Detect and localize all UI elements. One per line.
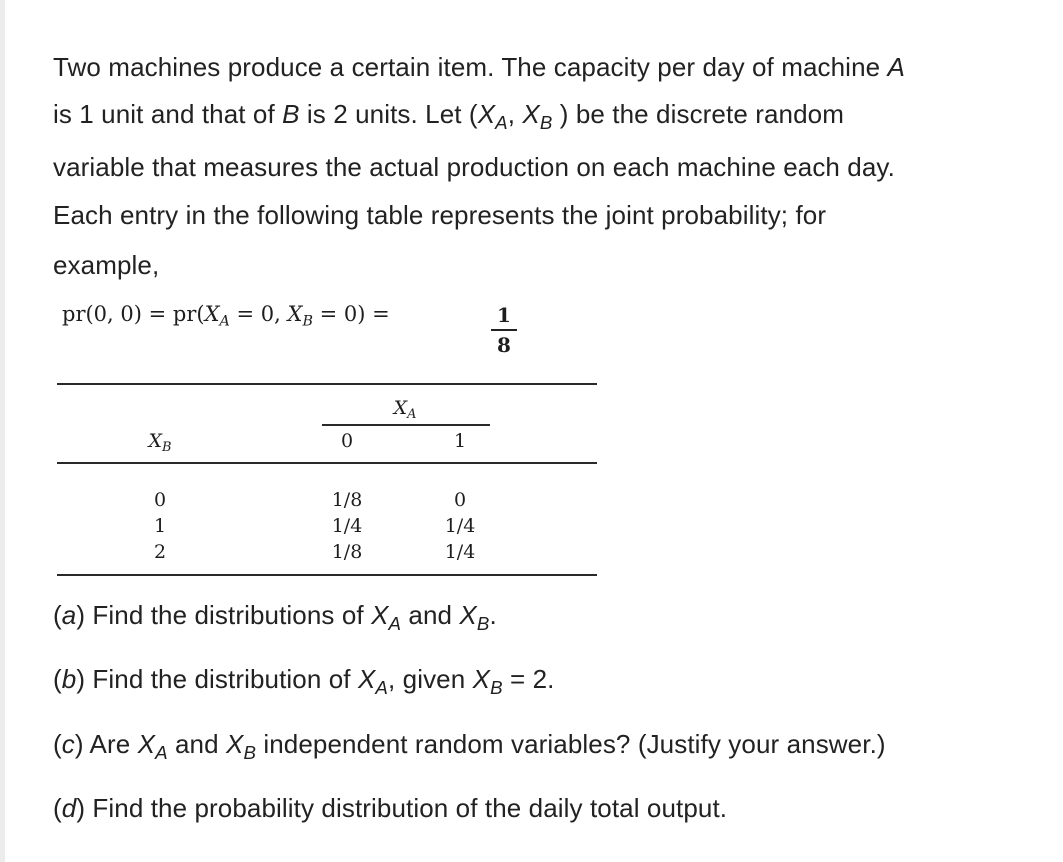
column-xa-0 — [317, 487, 377, 565]
intro-line-5: example, — [53, 250, 160, 280]
intro-line-3: variable that measures the actual production on each machine each day. — [53, 152, 895, 182]
intro-line-2: is 1 unit and that of B is 2 units. Let ($X_A$, $X_B$ ) be the discrete random — [53, 99, 844, 133]
header-xa: $X_A$ — [393, 397, 417, 422]
header-xb: $X_B$ — [148, 430, 172, 455]
example-equation: pr(0, $0) = pr(X_A = 0$, $X_B = 0$) = — [62, 302, 390, 330]
column-xa-1 — [430, 487, 490, 565]
table-row-xb: 2 — [153, 541, 167, 563]
equation-fraction: 1 8 — [491, 302, 517, 358]
table-top-rule — [57, 383, 597, 385]
question-b: (b) Find the distribution of $X_A$, given $X_B = 2$. — [53, 664, 555, 698]
question-d: (d) Find the probability distribution of the daily total output. — [53, 793, 728, 823]
table-cell: 1/8 — [331, 541, 363, 563]
table-cell: 1/4 — [331, 515, 363, 537]
intro-line-4: Each entry in the following table represents the joint probability; for — [53, 200, 827, 230]
header-xa-rule — [322, 424, 490, 426]
table-row-xb: 0 — [153, 489, 167, 511]
table-bottom-rule — [57, 574, 597, 576]
intro-line-1: Two machines produce a certain item. The capacity per day of machine A — [53, 52, 905, 82]
question-a: (a) Find the distributions of $X_A$ and $X_B$. — [53, 600, 497, 634]
table-cell: 1/4 — [444, 515, 476, 537]
header-col-0: 0 — [340, 430, 354, 452]
table-cell: 1/4 — [444, 541, 476, 563]
column-xb-values — [140, 487, 180, 565]
header-col-1: 1 — [453, 430, 467, 452]
table-cell: 1/8 — [331, 489, 363, 511]
table-row-xb: 1 — [153, 515, 167, 537]
page-left-border — [0, 0, 5, 862]
table-header-rule — [57, 462, 597, 464]
table-cell: 0 — [453, 489, 467, 511]
question-c: (c) Are $X_A$ and $X_B$ independent random variables? (Justify your answer.) — [53, 729, 886, 763]
